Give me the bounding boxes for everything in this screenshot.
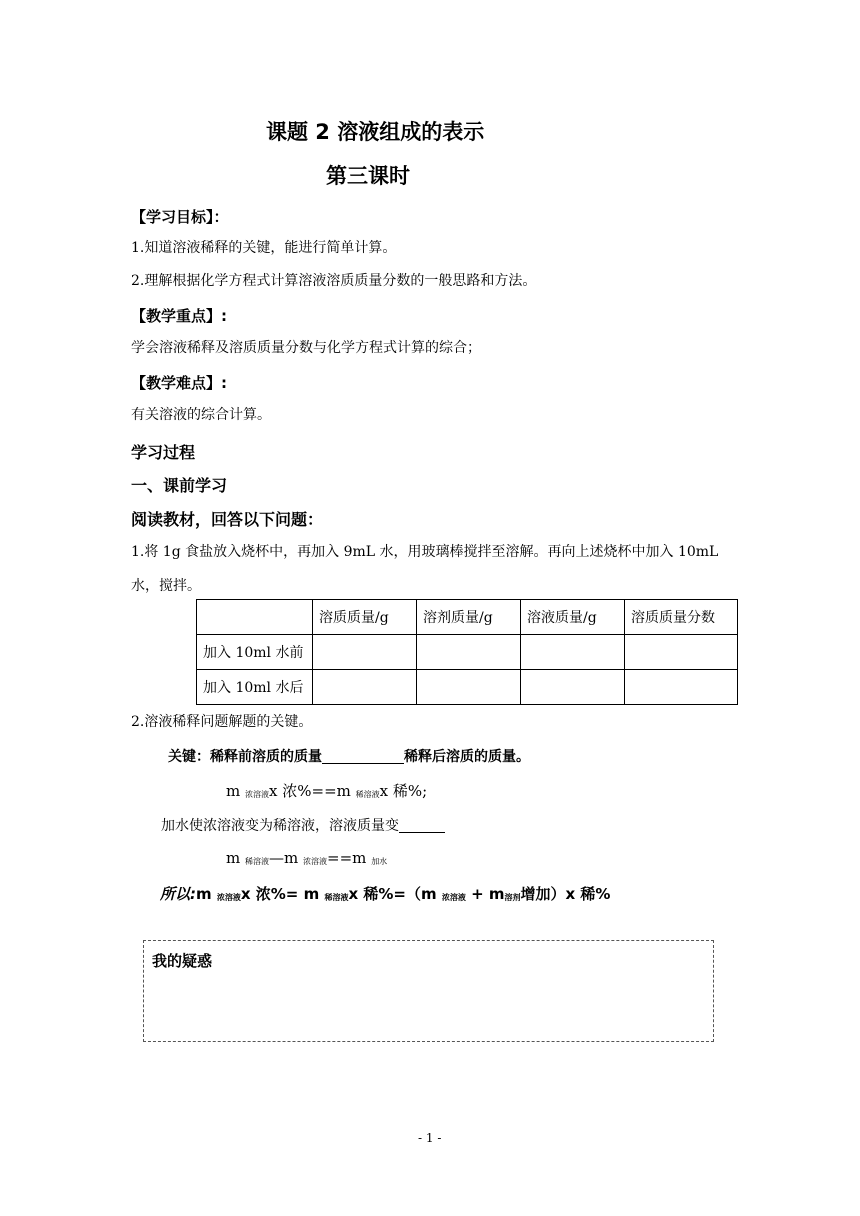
question-1-line-2: 水，搅拌。: [131, 578, 201, 594]
key-points-heading: 【教学重点】:: [131, 307, 227, 325]
table-header-cell: 溶质质量/g: [313, 600, 417, 635]
objectives-heading: 【学习目标】：: [131, 208, 229, 226]
formula-subscript: 浓溶液: [216, 893, 241, 902]
table-header-cell: [197, 600, 313, 635]
key-suffix: 稀释后溶质的质量。: [404, 749, 530, 765]
table-header-cell: 溶液质量/g: [521, 600, 625, 635]
formula-subscript: 溶剂: [504, 893, 521, 902]
table-header-row: [197, 600, 738, 635]
formula-text: x 稀%=（m: [348, 885, 437, 903]
reading-heading: 阅读教材，回答以下问题：: [131, 510, 324, 529]
table-row-label: 加入 10ml 水后: [197, 670, 313, 705]
formula-subscript: 浓溶液: [441, 893, 466, 902]
key-prefix: 关键：稀释前溶质的质量: [168, 749, 322, 765]
formula-text: —m: [269, 849, 299, 867]
conclusion-formula: [160, 883, 610, 904]
lesson-title: 课题 2 溶液组成的表示: [266, 120, 485, 144]
formula-text: x 稀%;: [379, 782, 428, 800]
formula-subscript: 稀溶液: [355, 790, 380, 799]
water-line: [161, 815, 445, 835]
table-row-label: 加入 10ml 水前: [197, 635, 313, 670]
formula-text: ==m: [327, 849, 367, 867]
formula-symbol: m: [226, 849, 241, 867]
table-cell: [625, 635, 738, 670]
formula-subscript: 稀溶液: [245, 857, 270, 866]
formula-symbol: m: [196, 885, 212, 903]
table-cell: [417, 635, 521, 670]
water-line-blank: [399, 818, 445, 833]
objective-item-2: 2.理解根据化学方程式计算溶液溶质质量分数的一般思路和方法。: [131, 273, 537, 289]
question-2: 2.溶液稀释问题解题的关键。: [131, 714, 313, 730]
formula-subscript: 稀溶液: [324, 893, 349, 902]
data-table: [196, 599, 738, 705]
table-header-cell: 溶质质量分数: [625, 600, 738, 635]
table-row: [197, 670, 738, 705]
doubt-box[interactable]: [143, 940, 714, 1042]
table-cell: [313, 670, 417, 705]
lesson-subtitle: 第三课时: [326, 164, 410, 188]
formula-text: + m: [465, 885, 505, 903]
table-row: [197, 635, 738, 670]
page-number: - 1 -: [418, 1131, 442, 1145]
process-heading: 学习过程: [131, 443, 196, 462]
table-cell: [313, 635, 417, 670]
water-line-text: 加水使浓溶液变为稀溶液，溶液质量变: [161, 818, 399, 834]
formula-subscript: 浓溶液: [245, 790, 270, 799]
objective-item-1: 1.知道溶液稀释的关键，能进行简单计算。: [131, 240, 397, 256]
key-blank: [322, 749, 404, 764]
table-cell: [625, 670, 738, 705]
formula-subscript: 浓溶液: [303, 857, 328, 866]
formula-water: [226, 849, 387, 867]
doubt-box-label: 我的疑惑: [152, 952, 213, 970]
formula-subscript: 加水: [371, 857, 388, 866]
formula-dilution: [226, 780, 427, 801]
table-cell: [521, 635, 625, 670]
difficulties-heading: 【教学难点】:: [131, 374, 227, 392]
section1-heading: 一、课前学习: [131, 476, 228, 495]
key-points-text: 学会溶液稀释及溶质质量分数与化学方程式计算的综合；: [131, 340, 481, 356]
formula-symbol: m: [226, 782, 241, 800]
formula-text: 增加）x 稀%: [520, 885, 611, 903]
difficulties-text: 有关溶液的综合计算。: [131, 407, 271, 423]
key-statement: [168, 746, 530, 766]
table-cell: [521, 670, 625, 705]
table-header-cell: 溶剂质量/g: [417, 600, 521, 635]
question-1-line-1: 1.将 1g 食盐放入烧杯中，再加入 9mL 水，用玻璃棒搅拌至溶解。再向上述烧杯中加入 10mL: [131, 544, 719, 560]
formula-text: x 浓%= m: [240, 885, 320, 903]
conclusion-label: 所以:: [160, 885, 196, 903]
formula-text: x 浓%==m: [269, 782, 351, 800]
table-cell: [417, 670, 521, 705]
